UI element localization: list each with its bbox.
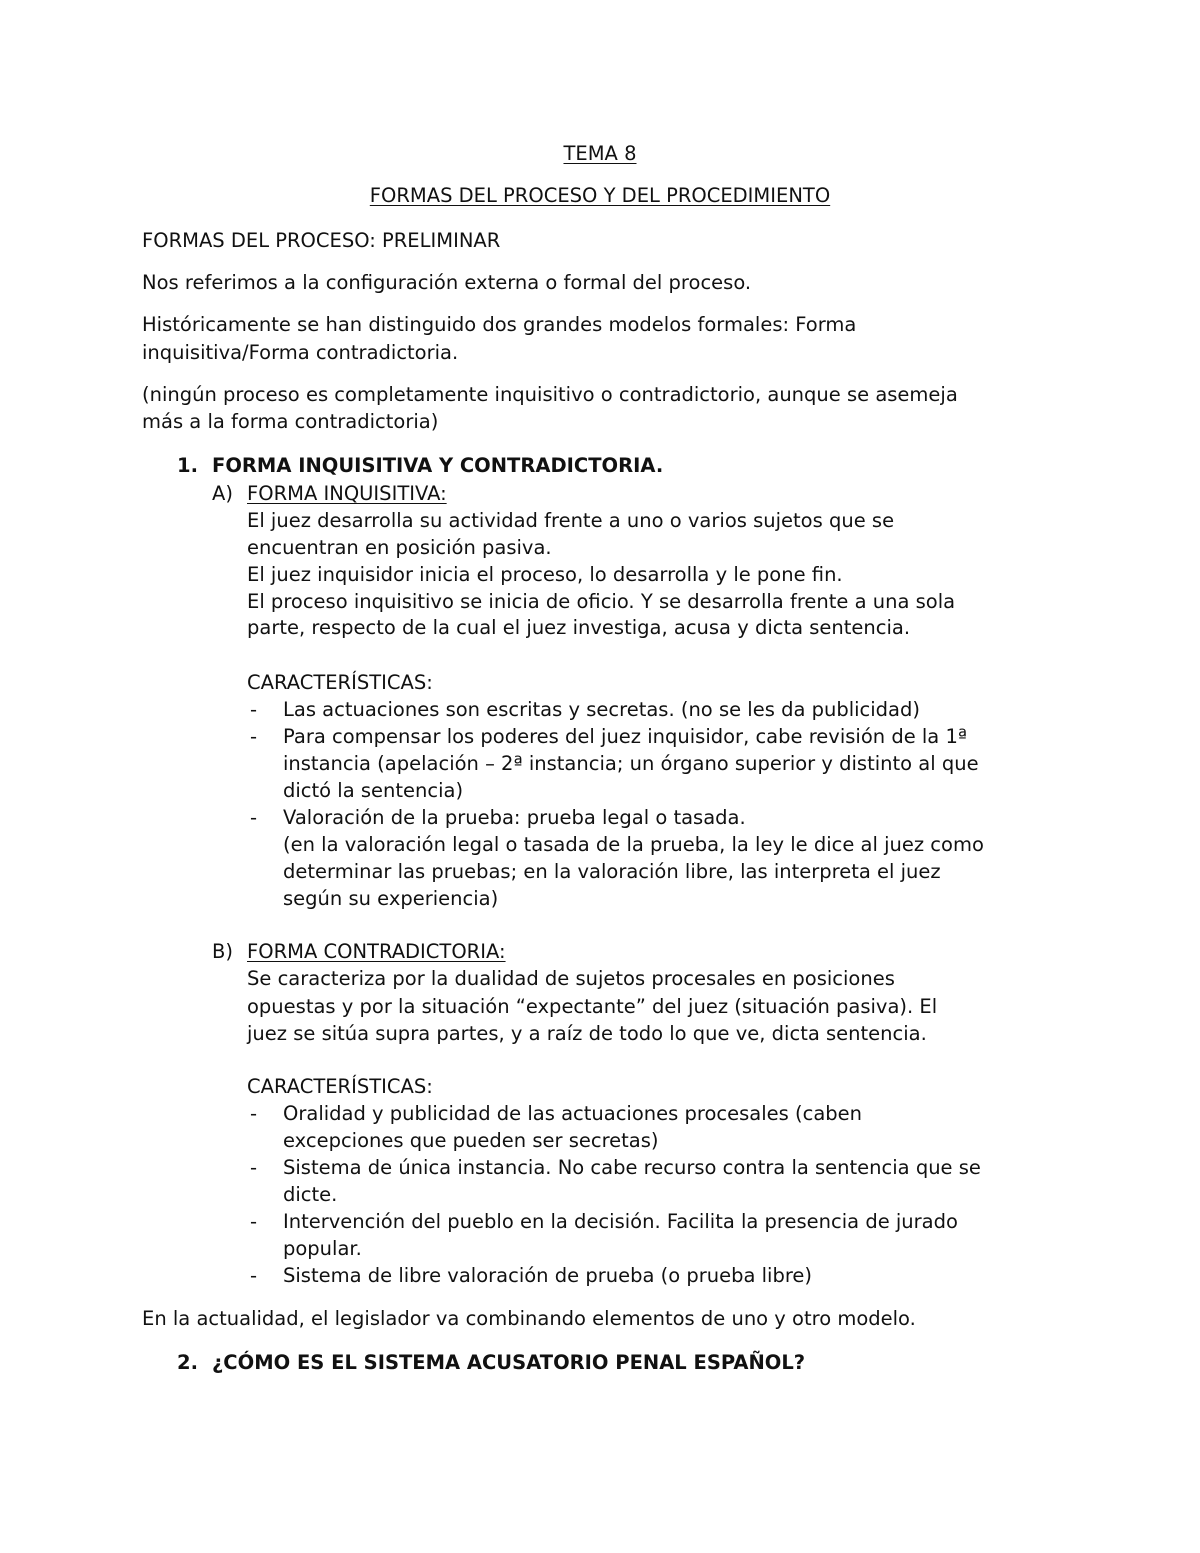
paragraph-line: Históricamente se han distinguido dos grandes modelos formales: Forma bbox=[142, 313, 857, 336]
body-line: parte, respecto de la cual el juez investiga, acusa y dicta sentencia. bbox=[247, 616, 911, 639]
bullet-dash: - bbox=[250, 1156, 258, 1179]
body-line: encuentran en posición pasiva. bbox=[247, 536, 552, 559]
section-number: 1. bbox=[177, 454, 198, 477]
paragraph-line: inquisitiva/Forma contradictoria. bbox=[142, 341, 459, 364]
bullet-line: excepciones que pueden ser secretas) bbox=[283, 1129, 659, 1152]
paragraph-line: (ningún proceso es completamente inquisitivo o contradictorio, aunque se asemeja bbox=[142, 383, 958, 406]
doc-tema: TEMA 8 bbox=[563, 142, 637, 165]
bullet-line: determinar las pruebas; en la valoración libre, las interpreta el juez bbox=[283, 860, 941, 883]
bullet-line: Para compensar los poderes del juez inquisidor, cabe revisión de la 1ª bbox=[283, 725, 968, 748]
subsection-letter: B) bbox=[212, 940, 233, 963]
body-line: juez se sitúa supra partes, y a raíz de todo lo que ve, dicta sentencia. bbox=[247, 1022, 927, 1045]
subsection-title: FORMA CONTRADICTORIA: bbox=[247, 940, 506, 963]
bullet-line: Intervención del pueblo en la decisión. Facilita la presencia de jurado bbox=[283, 1210, 958, 1233]
characteristics-label: CARACTERÍSTICAS: bbox=[247, 1075, 433, 1098]
section-title: ¿CÓMO ES EL SISTEMA ACUSATORIO PENAL ESPAÑOL? bbox=[212, 1351, 806, 1374]
bullet-line: Sistema de única instancia. No cabe recurso contra la sentencia que se bbox=[283, 1156, 981, 1179]
bullet-line: Las actuaciones son escritas y secretas. (no se les da publicidad) bbox=[283, 698, 920, 721]
subsection-title: FORMA INQUISITIVA: bbox=[247, 482, 447, 505]
bullet-line: popular. bbox=[283, 1237, 362, 1260]
bullet-line: Sistema de libre valoración de prueba (o prueba libre) bbox=[283, 1264, 813, 1287]
body-line: opuestas y por la situación “expectante” del juez (situación pasiva). El bbox=[247, 995, 938, 1018]
bullet-dash: - bbox=[250, 1210, 258, 1233]
bullet-line: dictó la sentencia) bbox=[283, 779, 464, 802]
paragraph: Nos referimos a la configuración externa o formal del proceso. bbox=[142, 271, 752, 294]
paragraph: En la actualidad, el legislador va combinando elementos de uno y otro modelo. bbox=[142, 1307, 916, 1330]
bullet-dash: - bbox=[250, 1264, 258, 1287]
section-title: FORMA INQUISITIVA Y CONTRADICTORIA. bbox=[212, 454, 664, 477]
bullet-line: (en la valoración legal o tasada de la prueba, la ley le dice al juez como bbox=[283, 833, 984, 856]
bullet-line: dicte. bbox=[283, 1183, 338, 1206]
bullet-dash: - bbox=[250, 1102, 258, 1125]
body-line: El juez inquisidor inicia el proceso, lo desarrolla y le pone fin. bbox=[247, 563, 843, 586]
body-line: Se caracteriza por la dualidad de sujetos procesales en posiciones bbox=[247, 967, 895, 990]
bullet-line: Oralidad y publicidad de las actuaciones procesales (caben bbox=[283, 1102, 863, 1125]
body-line: El juez desarrolla su actividad frente a uno o varios sujetos que se bbox=[247, 509, 895, 532]
body-line: El proceso inquisitivo se inicia de oficio. Y se desarrolla frente a una sola bbox=[247, 590, 956, 613]
bullet-line: instancia (apelación – 2ª instancia; un órgano superior y distinto al que bbox=[283, 752, 979, 775]
bullet-line: Valoración de la prueba: prueba legal o tasada. bbox=[283, 806, 746, 829]
bullet-dash: - bbox=[250, 698, 258, 721]
subsection-letter: A) bbox=[212, 482, 233, 505]
doc-subtitle: FORMAS DEL PROCESO Y DEL PROCEDIMIENTO bbox=[369, 184, 831, 207]
bullet-line: según su experiencia) bbox=[283, 887, 499, 910]
section-heading: FORMAS DEL PROCESO: PRELIMINAR bbox=[142, 229, 501, 252]
bullet-dash: - bbox=[250, 806, 258, 829]
characteristics-label: CARACTERÍSTICAS: bbox=[247, 671, 433, 694]
bullet-dash: - bbox=[250, 725, 258, 748]
paragraph-line: más a la forma contradictoria) bbox=[142, 410, 439, 433]
section-number: 2. bbox=[177, 1351, 198, 1374]
